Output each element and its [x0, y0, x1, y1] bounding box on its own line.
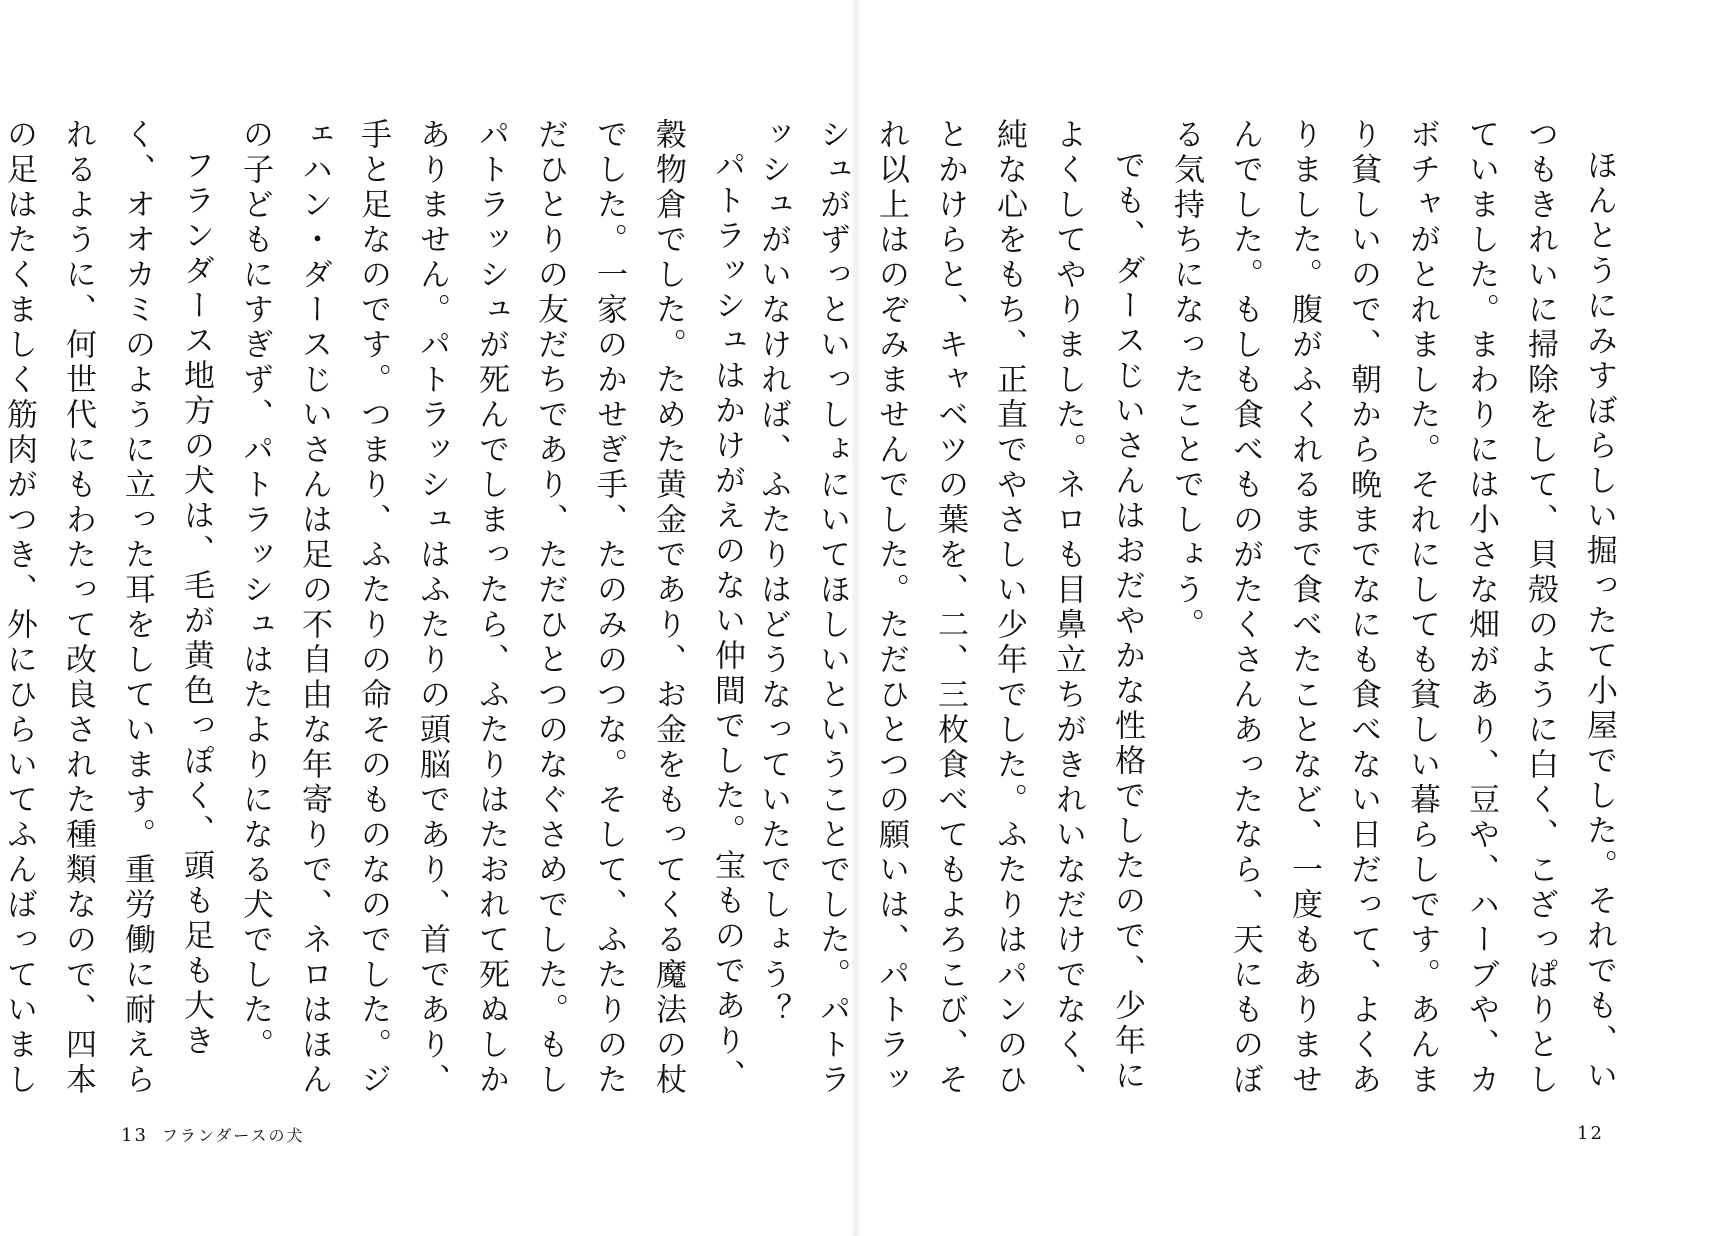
page-number: 12 — [1577, 1123, 1604, 1144]
left-page — [0, 0, 852, 1236]
paragraph: でも、ダースじいさんはおだやかな性格でしたので、少年によくしてやりました。ネロも目鼻立ちがきれいなだけでなく、純な心をもち、正直でやさしい少年でした。ふたりはパンのひとかけらと、キャベツの葉を、二、三枚食べてもよろこび、それ以上はのぞみませんでした。ただひとつの願いは、パトラッシュがずっといっしょにいてほしいということでした。パトラッシュがいなければ、ふたりはどうなっていたでしょう？ — [755, 118, 1145, 1098]
running-title: フランダースの犬 — [161, 1126, 305, 1145]
paragraph: フランダース地方の犬は、毛が黄色っぽく、頭も足も大きく、オオカミのように立った耳をしています。重労働に耐えられるように、何世代にもわたって改良された種類なので、四本の足はたくましく筋肉がつき、外にひらいてふんばっていまし — [1, 118, 214, 1098]
right-page — [755, 0, 1712, 1236]
left-folio — [121, 1123, 304, 1146]
paragraph: ほんとうにみすぼらしい掘ったて小屋でした。それでも、いつもきれいに掃除をして、貝殻のように白く、こざっぱりとしていました。まわりには小さな畑があり、豆や、ハーブや、カボチャがとれました。それにしても貧しい暮らしです。あんまり貧しいので、朝から晩までなにも食べない日だって、よくありました。腹がふくれるまで食べたことなど、一度もありませんでした。もしも食べものがたくさんあったなら、天にものぼる気持ちになったことでしょう。 — [1168, 118, 1617, 1098]
right-folio — [1577, 1123, 1604, 1144]
right-page-text — [743, 118, 1628, 1118]
left-page-text — [0, 118, 756, 1118]
page-number: 13 — [121, 1125, 148, 1146]
paragraph: パトラッシュはかけがえのない仲間でした。宝ものであり、穀物倉でした。ためた黄金であり、お金をもってくる魔法の杖でした。一家のかせぎ手、たのみのつな。そして、ふたりのただひとりの友だちであり、ただひとつのなぐさめでした。もしパトラッシュが死んでしまったら、ふたりはたおれて死ぬしかありません。パトラッシュはふたりの頭脳であり、首であり、手と足なのです。つまり、ふたりの命そのものなのでした。ジェハン・ダースじいさんは足の不自由な年寄りで、ネロはほんの子どもにすぎず、パトラッシュはたよりになる犬でした。 — [237, 118, 745, 1098]
